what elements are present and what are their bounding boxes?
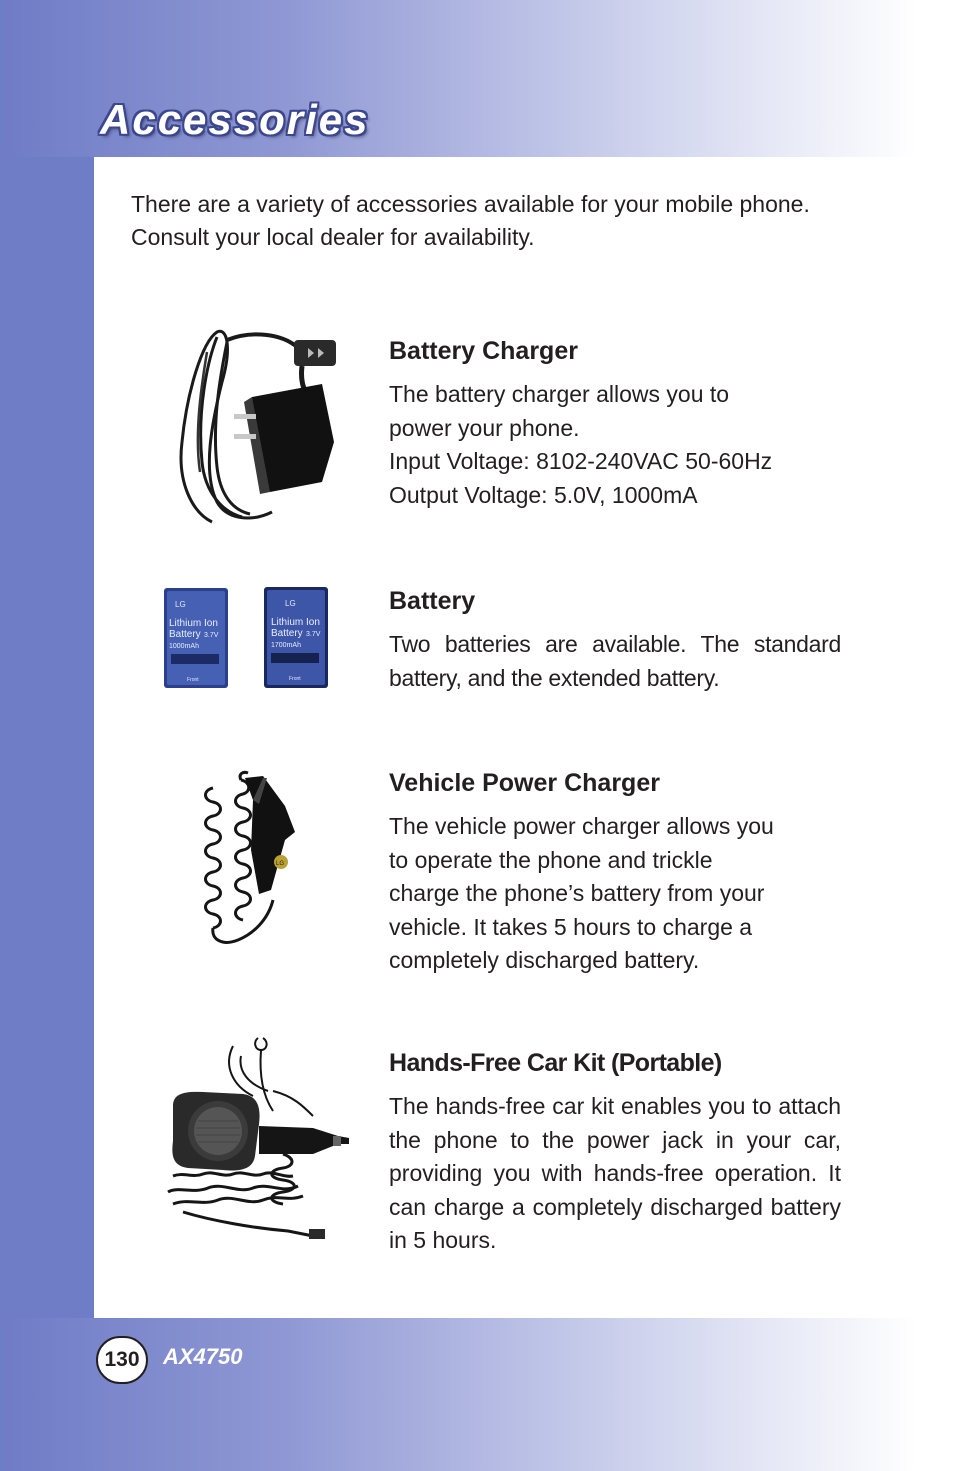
battery-type-line2: Battery (271, 628, 303, 639)
section-text-battery: Two batteries are available. The standard battery, and the extended battery. (389, 631, 841, 691)
section-vehicle-power-charger (389, 768, 841, 978)
text-line: to operate the phone and trickle (389, 846, 713, 873)
lg-logo: LG (276, 861, 285, 867)
standard-battery (164, 588, 228, 688)
section-title-battery: Battery (389, 587, 476, 615)
wall-charger-image (172, 322, 352, 532)
page-title: Accessories (100, 96, 370, 143)
text-line: The battery charger allows you to (389, 381, 730, 407)
battery-brand-label: LG (175, 600, 186, 609)
section-title-vehicle-power-charger: Vehicle Power Charger (389, 769, 660, 797)
battery-side-label: Front (187, 677, 199, 683)
text-line: completely discharged battery. (389, 947, 700, 973)
battery-type-line1: Lithium Ion (271, 617, 320, 628)
footer-band (0, 1318, 954, 1471)
car-kit-image (163, 1036, 349, 1251)
section-hands-free-car-kit (389, 1048, 841, 1258)
section-battery-charger (389, 336, 841, 512)
extended-battery (264, 587, 328, 688)
section-title-hands-free-car-kit: Hands-Free Car Kit (Portable) (389, 1049, 722, 1077)
section-text-hands-free-car-kit: The hands-free car kit enables you to attach the phone to the power jack in your car, providing you with hands-free operation. It can charge a completely discharged battery in 5 hours. (389, 1093, 841, 1253)
battery-voltage: 3.7V (204, 632, 219, 639)
intro-text: There are a variety of accessories available for your mobile phone. Consult your local dealer for availability. (131, 191, 810, 250)
battery-capacity-extended: 1700mAh (271, 642, 301, 649)
text-line: vehicle. It takes 5 hours to charge a (389, 913, 753, 940)
text-line: Output Voltage: 5.0V, 1000mA (389, 481, 698, 508)
model-name: AX4750 (163, 1344, 243, 1369)
vehicle-charger-image (193, 770, 305, 955)
battery-brand-label: LG (285, 599, 296, 608)
text-line: The vehicle power charger allows you (389, 813, 774, 839)
section-text-vehicle-power-charger (389, 810, 841, 978)
section-title-battery-charger: Battery Charger (389, 337, 578, 365)
text-line: Input Voltage: 8102-240VAC 50-60Hz (389, 448, 773, 474)
battery-image (163, 586, 331, 695)
section-text-battery-charger (389, 378, 841, 512)
text-line: charge the phone’s battery from your (389, 880, 765, 906)
battery-capacity-standard: 1000mAh (169, 643, 199, 650)
battery-type-line2: Battery (169, 629, 201, 640)
page-number: 130 (96, 1336, 148, 1384)
battery-type-line1: Lithium Ion (169, 618, 218, 629)
left-sidebar-band (0, 0, 94, 1471)
battery-side-label: Front (289, 676, 301, 682)
text-line: power your phone. (389, 414, 580, 441)
battery-voltage: 3.7V (306, 631, 321, 638)
section-battery (389, 586, 841, 695)
